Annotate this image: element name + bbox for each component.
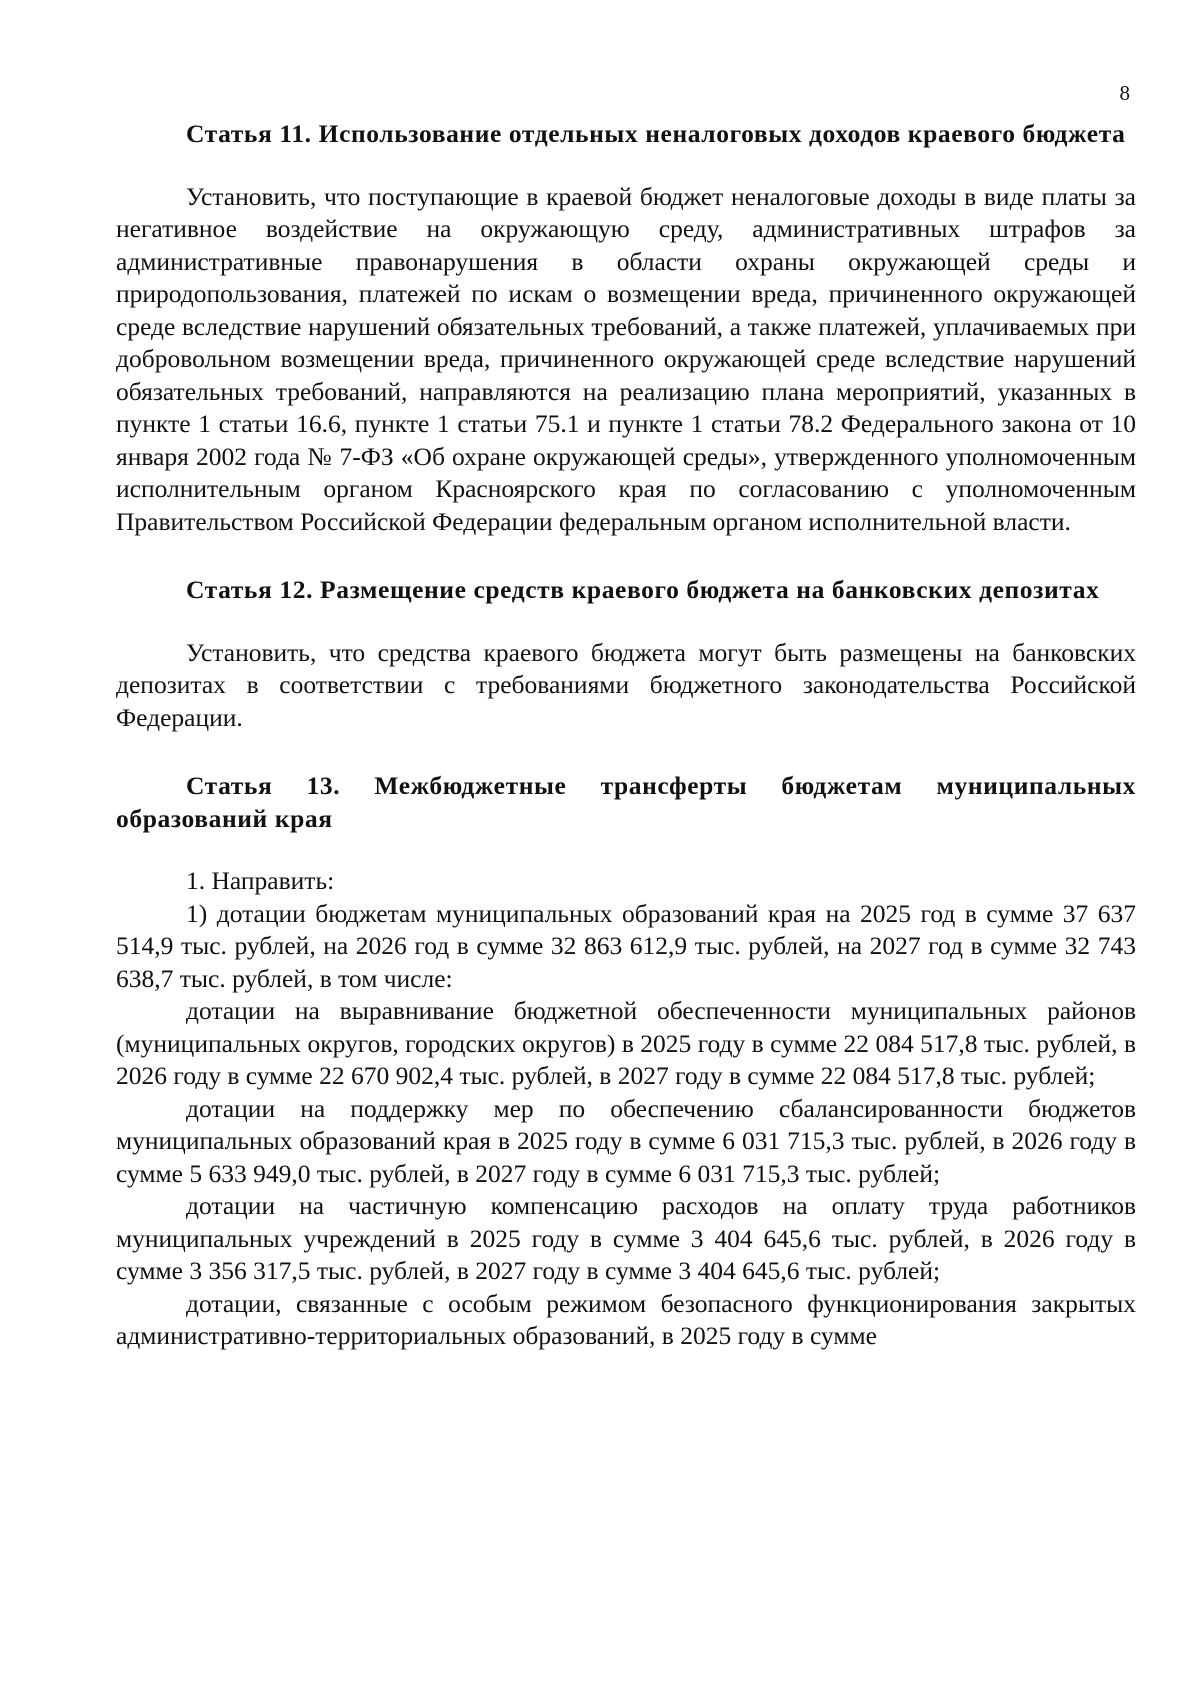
article-13-heading: Статья 13. Межбюджетные трансферты бюджетам муниципальных образований края <box>116 771 1136 833</box>
article-13 <box>116 770 1136 1353</box>
article-11-heading: Статья 11. Использование отдельных неналоговых доходов краевого бюджета <box>186 119 1126 148</box>
page-number: 8 <box>1119 81 1130 105</box>
article-13-paragraph: 1. Направить: <box>186 866 335 895</box>
article-12-paragraph: Установить, что средства краевого бюджета могут быть размещены на банковских депозитах в соответствии с требованиями бюджетного законодательства Российской Федерации. <box>116 637 1136 732</box>
article-13-paragraph: дотации на поддержку мер по обеспечению сбалансированности бюджетов муниципальных образований края в 2025 году в сумме 6 031 715,3 тыс. рублей, в 2026 году в сумме 5 633 949,0 тыс. рублей, в 2027 году в сумме 6 031 715,3 тыс. рублей; <box>116 1093 1136 1188</box>
document-body <box>116 118 1136 1353</box>
article-13-paragraph: дотации, связанные с особым режимом безопасного функционирования закрытых административно-территориальных образований, в 2025 году в сумме <box>116 1288 1136 1350</box>
article-13-paragraph: дотации на выравнивание бюджетной обеспеченности муниципальных районов (муниципальных округов, городских округов) в 2025 году в сумме 22 084 517,8 тыс. рублей, в 2026 году в сумме 22 670 902,4 тыс. рублей, в 2027 году в сумме 22 084 517,8 тыс. рублей; <box>116 996 1136 1090</box>
article-13-paragraph: дотации на частичную компенсацию расходов на оплату труда работников муниципальных учреждений в 2025 году в сумме 3 404 645,6 тыс. рублей, в 2026 году в сумме 3 356 317,5 тыс. рублей, в 2027 году в сумме 3 404 645,6 тыс. рублей; <box>116 1191 1136 1285</box>
article-12 <box>116 574 1136 734</box>
article-11-paragraph: Установить, что поступающие в краевой бюджет неналоговые доходы в виде платы за негативное воздействие на окружающую среду, административных штрафов за административные правонарушения в области охраны окружающей среды и природопользования, платежей по искам о возмещении вреда, причиненного окружающей среде вследствие нарушений обязательных требований, а также платежей, уплачиваемых при добровольном возмещении вреда, причиненного окружающей среде вследствие нарушений обязательных требований, направляются на реализацию плана мероприятий, указанных в пункте 1 статьи 16.6, пункте 1 статьи 75.1 и пункте 1 статьи 78.2 Федерального закона от 10 января 2002 года № 7-ФЗ «Об охране окружающей среды», утвержденного уполномоченным исполнительным органом Красноярского края по согласованию с уполномоченным Правительством Российской Федерации федеральным органом исполнительной власти. <box>116 181 1136 536</box>
article-12-heading: Статья 12. Размещение средств краевого бюджета на банковских депозитах <box>186 575 1100 604</box>
article-11 <box>116 118 1136 538</box>
article-13-paragraph: 1) дотации бюджетам муниципальных образований края на 2025 год в сумме 37 637 514,9 тыс. рублей, на 2026 год в сумме 32 863 612,9 тыс. рублей, на 2027 год в сумме 32 743 638,7 тыс. рублей, в том числе: <box>116 898 1136 993</box>
